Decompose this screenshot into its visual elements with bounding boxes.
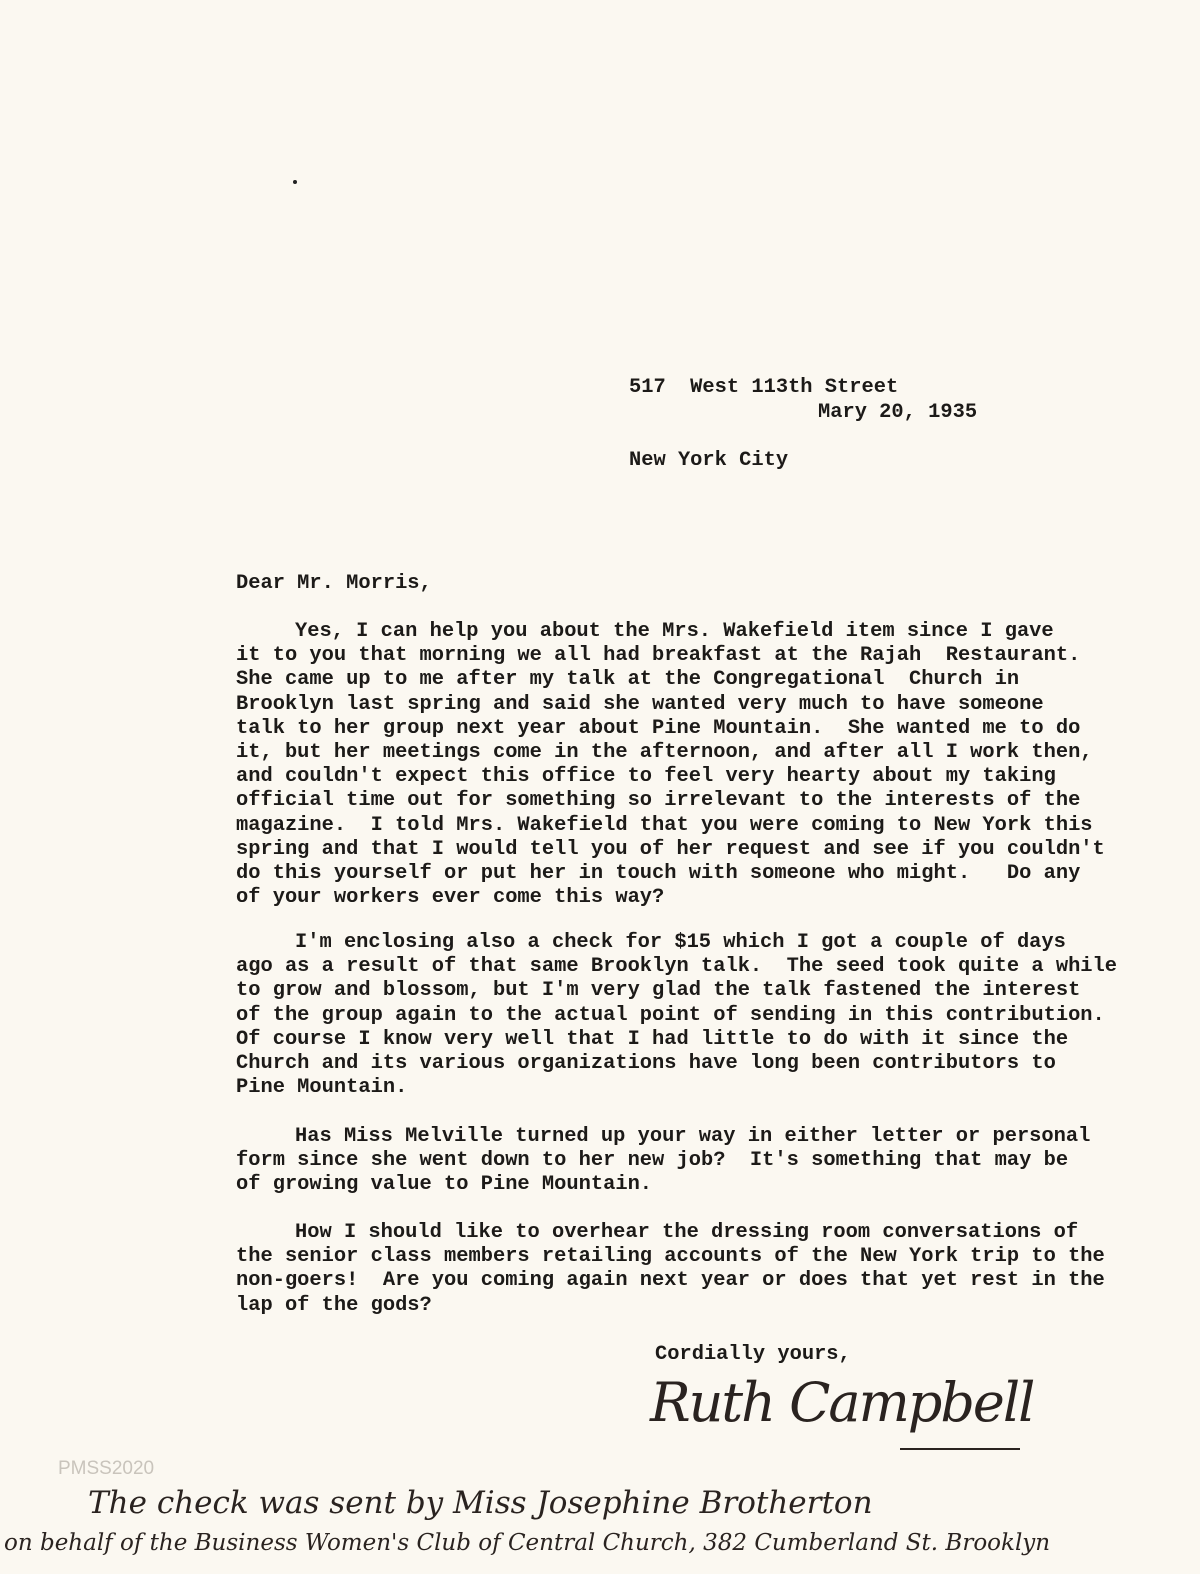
salutation: Dear Mr. Morris, — [236, 572, 432, 595]
paragraph-line: Yes, I can help you about the Mrs. Wakefield item since I gave — [295, 620, 1054, 643]
paragraph-line: it to you that morning we all had breakfast at the Rajah Restaurant. — [236, 644, 1081, 668]
paragraph-3 — [236, 1125, 1090, 1198]
paragraph-line: of the group again to the actual point of sending in this contribution. — [236, 1003, 1105, 1027]
handwritten-note-line: on behalf of the Business Women's Club of Central Church, 382 Cumberland St. Brooklyn — [4, 1530, 1051, 1556]
paragraph-line: it, but her meetings come in the afternoon, and after all I work then, — [236, 741, 1093, 765]
ink-dot — [293, 180, 297, 184]
closing: Cordially yours, — [655, 1343, 851, 1366]
letter-date: Mary 20, 1935 — [818, 401, 978, 424]
archive-stamp: PMSS2020 — [58, 1458, 155, 1479]
address-line: New York City — [629, 449, 789, 473]
paragraph-line: form since she went down to her new job? It's something that may be — [236, 1149, 1069, 1173]
paragraph-line: of your workers ever come this way? — [236, 886, 665, 910]
paragraph-1 — [236, 620, 1105, 910]
paragraph-line: Church and its various organizations have long been contributors to — [236, 1052, 1056, 1076]
paragraph-line: to grow and blossom, but I'm very glad the talk fastened the interest — [236, 979, 1081, 1003]
handwritten-note-line: The check was sent by Miss Josephine Brotherton — [88, 1485, 873, 1521]
paragraph-line: and couldn't expect this office to feel very hearty about my taking — [236, 765, 1056, 789]
paragraph-line: do this yourself or put her in touch with someone who might. Do any — [236, 862, 1081, 886]
paragraph-line: Brooklyn last spring and said she wanted very much to have someone — [236, 692, 1044, 716]
paragraph-4 — [236, 1221, 1105, 1318]
paragraph-line: non-goers! Are you coming again next year or does that yet rest in the — [236, 1269, 1105, 1293]
paragraph-line: I'm enclosing also a check for $15 which I got a couple of days — [295, 931, 1066, 954]
paragraph-line: ago as a result of that same Brooklyn talk. The seed took quite a while — [236, 955, 1118, 979]
paragraph-line: spring and that I would tell you of her request and see if you couldn't — [236, 837, 1105, 861]
address-line: 517 West 113th Street — [629, 376, 899, 400]
paragraph-2 — [236, 931, 1117, 1100]
paragraph-line: Has Miss Melville turned up your way in either letter or personal — [295, 1125, 1091, 1148]
paragraph-line: talk to her group next year about Pine Mountain. She wanted me to do — [236, 716, 1081, 740]
paragraph-line: the senior class members retailing accounts of the New York trip to the — [236, 1245, 1105, 1269]
paragraph-line: Pine Mountain. — [236, 1076, 408, 1100]
paragraph-line: She came up to me after my talk at the Congregational Church in — [236, 668, 1020, 692]
paragraph-line: lap of the gods? — [236, 1293, 432, 1317]
paragraph-line: magazine. I told Mrs. Wakefield that you were coming to New York this — [236, 813, 1093, 837]
paragraph-line: How I should like to overhear the dressing room conversations of — [295, 1221, 1079, 1244]
paragraph-line: official time out for something so irrelevant to the interests of the — [236, 789, 1081, 813]
signature: Ruth Campbell — [650, 1371, 1034, 1434]
paragraph-line: of growing value to Pine Mountain. — [236, 1173, 653, 1197]
paragraph-line: Of course I know very well that I had little to do with it since the — [236, 1027, 1069, 1051]
signature-flourish — [900, 1448, 1020, 1450]
